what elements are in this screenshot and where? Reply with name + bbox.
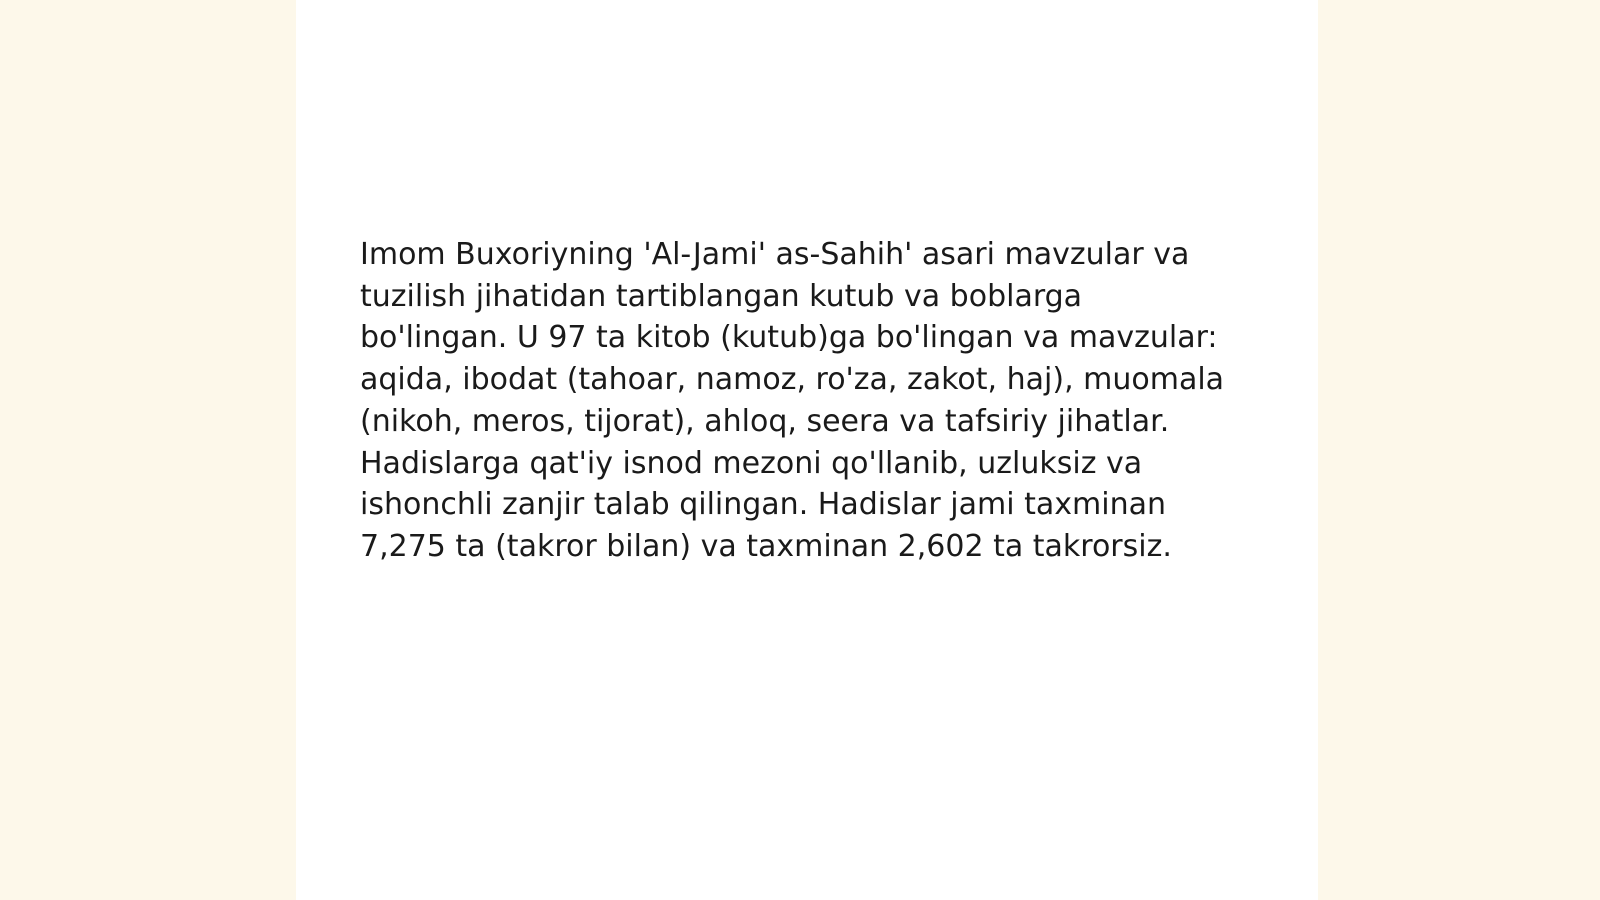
document-page: [296, 0, 1318, 900]
body-paragraph: Imom Buxoriyning 'Al-Jami' as-Sahih' asari mavzular va tuzilish jihatidan tartiblangan kutub va boblarga bo'lingan. U 97 ta kitob (kutub)ga bo'lingan va mavzular: aqida, ibodat (tahoar, namoz, ro'za, zakot, haj), muomala (nikoh, meros, tijorat), ahloq, seera va tafsiriy jihatlar. Hadislarga qat'iy isnod mezoni qo'llanib, uzluksiz va ishonchli zanjir talab qilingan. Hadislar jami taxminan 7,275 ta (takror bilan) va taxminan 2,602 ta takrorsiz.: [360, 237, 1225, 564]
